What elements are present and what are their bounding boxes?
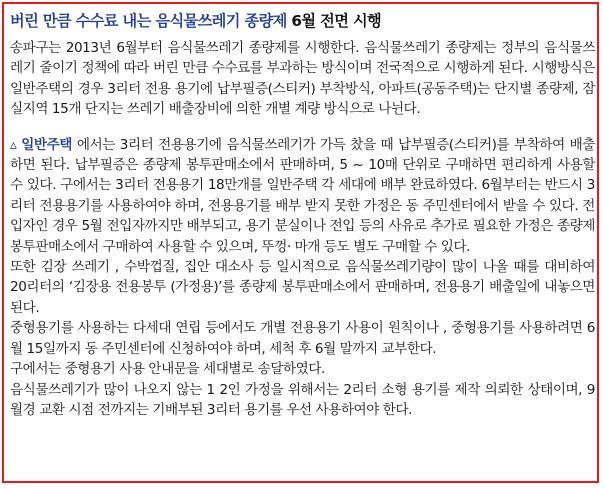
article-body — [10, 38, 595, 420]
kimchi-bag-paragraph: 또한 김장 쓰레기 , 수박껍질, 집안 대소사 등 일시적으로 음식물쓰레기량이 많이 나올 때를 대비하여 20리터의 ‘김장용 전용봉투 (가정용)’를 종량제 봉투판매소에서 판매하며, 전용용기 배출일에 내놓으면 된다. — [10, 259, 595, 316]
triangle-bullet-icon: ▵ — [10, 136, 17, 153]
title-rest: 6월 전면 시행 — [286, 12, 382, 30]
article-frame — [2, 2, 599, 483]
article-title — [10, 10, 381, 31]
section-heading: 일반주택 — [21, 136, 72, 153]
small-household-paragraph: 음식물쓰레기가 많이 나오지 않는 1 2인 가정을 위해서는 2리터 소형 용기를 제작 의뢰한 상태이며, 9월경 교환 시점 전까지는 기배부된 3리터 용기를 우선 사용하여야 한다. — [10, 381, 595, 418]
section-paragraph — [10, 135, 595, 257]
section-text: 에서는 3리터 전용용기에 음식물쓰레기가 가득 찼을 때 납부필증(스티커)를 부착하여 배출하면 된다. 납부필증은 종량제 봉투판매소에서 판매하며, 5 ~ 10매 단위로 구매하면 편리하게 사용할 수 있다. 구에서는 3리터 전용용기 18만개를 일반주택 각 세대에 배부 완료하였다. 6월부터는 반드시 3리터 전용용기를 사용하여야 하며, 전용용기를 배부 받지 못한 가정은 동 주민센터에서 받을 수 있다. 전입자인 경우 5월 전입자까지만 배부되고, 용기 분실이나 전입 등의 사유로 추가로 필요한 가정은 종량제 봉투판매소에서 구매하여 사용할 수 있으며, 뚜껑· 마개 등도 별도 구매할 수 있다. — [10, 136, 595, 255]
paragraph-gap — [10, 120, 595, 135]
title-highlight: 버린 만큼 수수료 내는 음식물쓰레기 종량제 — [10, 12, 287, 30]
medium-container-paragraph: 중형용기를 사용하는 다세대 연립 등에서도 개별 전용용기 사용이 원칙이나 , 중형용기를 사용하려면 6월 15일까지 동 주민센터에 신청하여야 하며, 세척 후 6월 말까지 교부한다. — [10, 320, 595, 357]
notice-paragraph: 구에서는 중형용기 사용 안내문을 세대별로 송달하였다. — [10, 361, 325, 378]
intro-paragraph: 송파구는 2013년 6월부터 음식물쓰레기 종량제를 시행한다. 음식물쓰레기 종량제는 정부의 음식물쓰레기 줄이기 정책에 따라 버린 만큼 수수료를 부과하는 방식이며 전국적으로 시행하게 된다. 시행방식은 일반주택의 경우 3리터 전용 용기에 납부필증(스티커) 부착방식, 아파트(공동주택)는 단지별 종량제, 잠실지역 15개 단지는 쓰레기 배출장비에 의한 개별 계량 방식으로 나뉜다. — [10, 40, 595, 118]
